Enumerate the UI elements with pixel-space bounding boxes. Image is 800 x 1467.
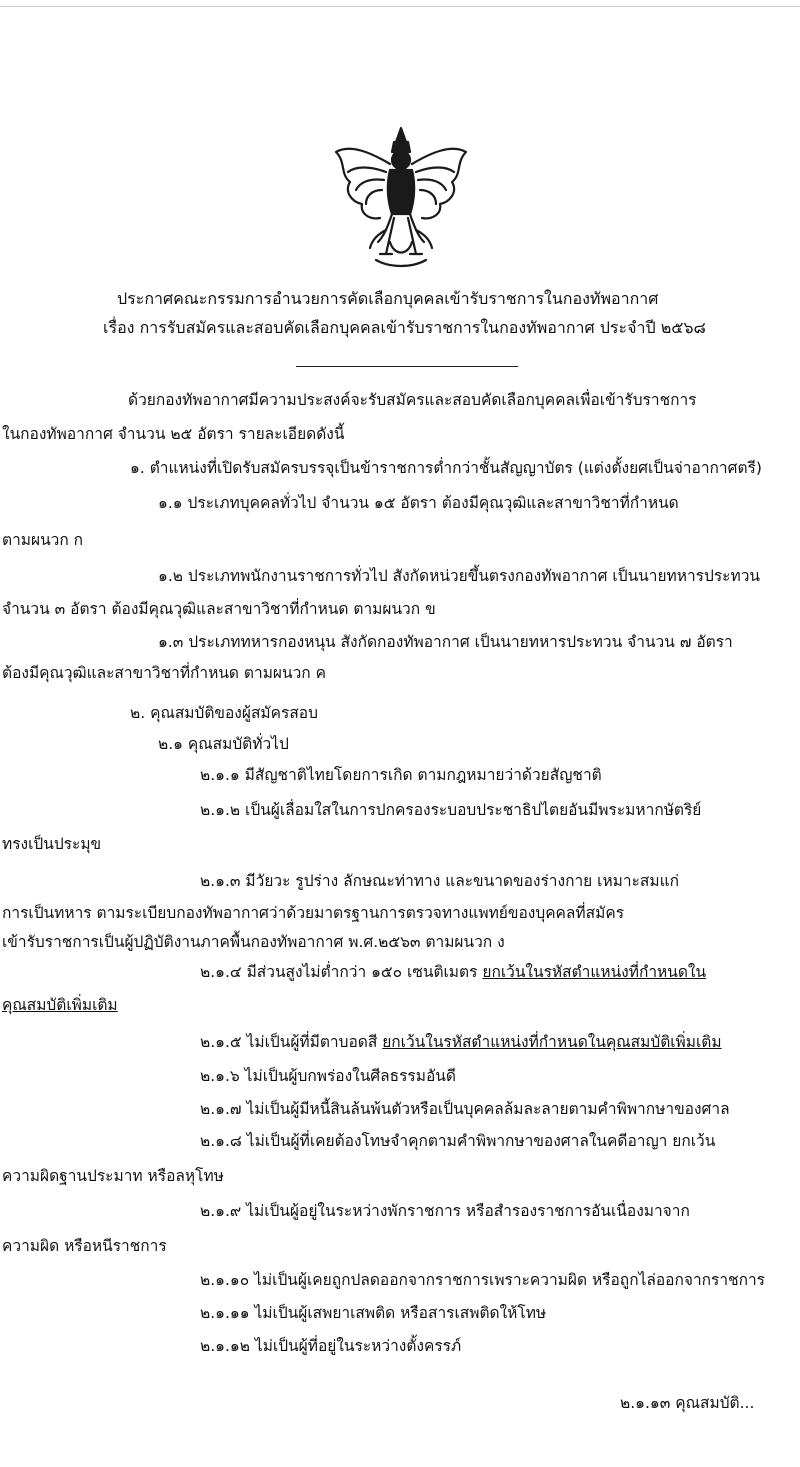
item-2-1-11: ๒.๑.๑๑ ไม่เป็นผู้เสพยาเสพติด หรือสารเสพติดให้โทษ bbox=[200, 1304, 547, 1322]
item-2-1-9-line-1: ๒.๑.๙ ไม่เป็นผู้อยู่ในระหว่างพักราชการ หรือสำรองราชการอันเนื่องมาจาก bbox=[200, 1202, 690, 1220]
item-2-1-2-line-1: ๒.๑.๒ เป็นผู้เลื่อมใสในการปกครองระบอบประชาธิปไตยอันมีพระมหากษัตริย์ bbox=[200, 801, 702, 819]
item-2-1-5-underlined: ยกเว้นในรหัสตำแหน่งที่กำหนดในคุณสมบัติเพิ่มเติม bbox=[382, 1033, 722, 1051]
item-2-1-10: ๒.๑.๑๐ ไม่เป็นผู้เคยถูกปลดออกจากราชการเพราะความผิด หรือถูกไล่ออกจากราชการ bbox=[200, 1271, 766, 1289]
announcement-subject: เรื่อง การรับสมัครและสอบคัดเลือกบุคคลเข้ารับราชการในกองทัพอากาศ ประจำปี ๒๕๖๘ bbox=[103, 318, 706, 337]
item-2-1-12: ๒.๑.๑๒ ไม่เป็นผู้ที่อยู่ในระหว่างตั้งครรภ์ bbox=[200, 1337, 462, 1355]
item-2-1-4-underlined: ยกเว้นในรหัสตำแหน่งที่กำหนดใน bbox=[482, 963, 707, 981]
section-1-heading: ๑. ตำแหน่งที่เปิดรับสมัครบรรจุเป็นข้าราชการต่ำกว่าชั้นสัญญาบัตร (แต่งตั้งยศเป็นจ่าอากาศตรี) bbox=[130, 459, 762, 477]
item-2-1-5-text: ๒.๑.๕ ไม่เป็นผู้ที่มีตาบอดสี bbox=[200, 1033, 383, 1051]
item-2-1-9-line-2: ความผิด หรือหนีราชการ bbox=[2, 1237, 167, 1255]
intro-line-2: ในกองทัพอากาศ จำนวน ๒๕ อัตรา รายละเอียดดังนี้ bbox=[2, 425, 345, 443]
title-divider bbox=[296, 366, 518, 367]
page-continuation: ๒.๑.๑๓ คุณสมบัติ... bbox=[620, 1394, 755, 1412]
item-2-1-8-line-2: ความผิดฐานประมาท หรือลหุโทษ bbox=[2, 1167, 224, 1185]
item-1-2-line-1: ๑.๒ ประเภทพนักงานราชการทั่วไป สังกัดหน่วยขึ้นตรงกองทัพอากาศ เป็นนายทหารประทวน bbox=[158, 567, 761, 585]
item-2-1-4-text: ๒.๑.๔ มีส่วนสูงไม่ต่ำกว่า ๑๕๐ เซนติเมตร bbox=[200, 963, 483, 981]
announcement-title: ประกาศคณะกรรมการอำนวยการคัดเลือกบุคคลเข้ารับราชการในกองทัพอากาศ bbox=[117, 289, 659, 308]
item-2-1-7: ๒.๑.๗ ไม่เป็นผู้มีหนี้สินล้นพ้นตัวหรือเป็นบุคคลล้มละลายตามคำพิพากษาของศาล bbox=[200, 1100, 730, 1118]
item-1-1-line-2: ตามผนวก ก bbox=[2, 531, 84, 549]
intro-line-1: ด้วยกองทัพอากาศมีความประสงค์จะรับสมัครและสอบคัดเลือกบุคคลเพื่อเข้ารับราชการ bbox=[128, 391, 697, 409]
item-2-1-3-line-1: ๒.๑.๓ มีวัยวะ รูปร่าง ลักษณะท่าทาง และขนาดของร่างกาย เหมาะสมแก่ bbox=[200, 872, 679, 890]
item-1-2-line-2: จำนวน ๓ อัตรา ต้องมีคุณวุฒิและสาขาวิชาที่กำหนด ตามผนวก ข bbox=[2, 600, 436, 618]
item-1-3-line-2: ต้องมีคุณวุฒิและสาขาวิชาที่กำหนด ตามผนวก ค bbox=[2, 664, 326, 682]
item-2-1-1: ๒.๑.๑ มีสัญชาติไทยโดยการเกิด ตามกฎหมายว่าด้วยสัญชาติ bbox=[200, 766, 602, 784]
item-2-1-3-line-2: การเป็นทหาร ตามระเบียบกองทัพอากาศว่าด้วยมาตรฐานการตรวจทางแพทย์ของบุคคลที่สมัคร bbox=[2, 904, 625, 922]
section-2-heading: ๒. คุณสมบัติของผู้สมัครสอบ bbox=[130, 704, 318, 722]
item-2-1-3-line-3: เข้ารับราชการเป็นผู้ปฏิบัติงานภาคพื้นกองทัพอากาศ พ.ศ.๒๕๖๓ ตามผนวก ง bbox=[2, 933, 505, 951]
item-2-1-5 bbox=[200, 1032, 722, 1052]
item-1-1-line-1: ๑.๑ ประเภทบุคคลทั่วไป จำนวน ๑๕ อัตรา ต้องมีคุณวุฒิและสาขาวิชาที่กำหนด bbox=[158, 494, 679, 512]
item-2-1-6: ๒.๑.๖ ไม่เป็นผู้บกพร่องในศีลธรรมอันดี bbox=[200, 1067, 456, 1085]
item-1-3-line-1: ๑.๓ ประเภททหารกองหนุน สังกัดกองทัพอากาศ เป็นนายทหารประทวน จำนวน ๗ อัตรา bbox=[158, 633, 733, 651]
item-2-1-4-line-2: คุณสมบัติเพิ่มเติม bbox=[2, 996, 118, 1014]
item-2-1-4-line-1 bbox=[200, 962, 706, 982]
item-2-1-8-line-1: ๒.๑.๘ ไม่เป็นผู้ที่เคยต้องโทษจำคุกตามคำพิพากษาของศาลในคดีอาญา ยกเว้น bbox=[200, 1132, 716, 1150]
section-2-1-heading: ๒.๑ คุณสมบัติทั่วไป bbox=[158, 735, 289, 753]
item-2-1-2-line-2: ทรงเป็นประมุข bbox=[2, 835, 102, 853]
top-border-line bbox=[0, 6, 800, 7]
garuda-emblem-icon bbox=[330, 122, 472, 270]
